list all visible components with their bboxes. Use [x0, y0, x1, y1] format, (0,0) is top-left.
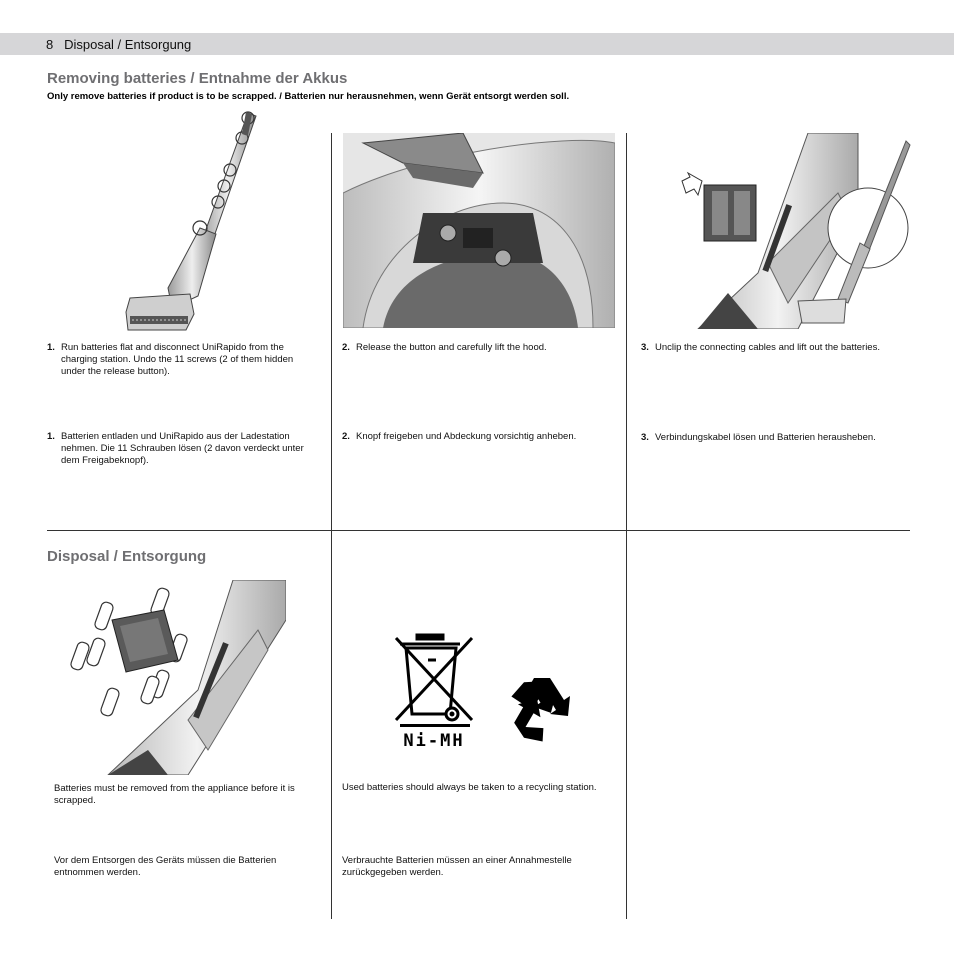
step-3-number-de: 3.: [641, 432, 649, 443]
recycle-icon: [505, 671, 570, 746]
step-2-text-de: Knopf freigeben und Abdeckung vorsichtig anheben.: [356, 431, 577, 442]
disposal-col2-en: Used batteries should always be taken to a recycling station.: [342, 782, 597, 793]
step-3-en: [641, 342, 901, 354]
step-1-text-en: Run batteries flat and disconnect UniRapido from the charging station. Undo the 11 screws (2 of them hidden under the release button).: [61, 342, 294, 377]
section-divider: [47, 530, 910, 531]
illustration-batteries-removed: [68, 580, 286, 775]
disposal-col2-de: Verbrauchte Batterien müssen an einer Annahmestelle zurückgegeben werden.: [342, 855, 572, 878]
section-title-removing-batteries: Removing batteries / Entnahme der Akkus: [47, 70, 348, 87]
step-1-text-de: Batterien entladen und UniRapido aus der Ladestation nehmen. Die 11 Schrauben lösen (2 davon verdeckt unter dem Freigabeknopf).: [61, 431, 304, 466]
step-1-number: 1.: [47, 342, 55, 353]
column-divider-1: [331, 133, 332, 919]
step-2-de: [342, 431, 602, 443]
step-1-number-de: 1.: [47, 431, 55, 442]
step-3-number: 3.: [641, 342, 649, 353]
disposal-col1-en: Batteries must be removed from the appliance before it is scrapped.: [54, 783, 295, 806]
section-title-disposal: Disposal / Entsorgung: [47, 548, 207, 565]
page-header: [46, 37, 191, 52]
crossed-bin-icon: [396, 634, 472, 727]
step-2-en: [342, 342, 614, 354]
step-3-text-en: Unclip the connecting cables and lift out the batteries.: [655, 342, 880, 353]
step-1-de: [47, 431, 317, 467]
step-2-text-en: Release the button and carefully lift the hood.: [356, 342, 547, 353]
illustration-remove-batteries: [668, 133, 912, 329]
column-divider-2: [626, 133, 627, 919]
illustration-lift-hood: [343, 133, 615, 328]
step-2-number-de: 2.: [342, 431, 350, 442]
step-1-en: [47, 342, 317, 378]
illustration-vacuum-screws: [90, 108, 270, 336]
ni-mh-label: Ni-MH: [403, 731, 465, 750]
step-3-text-de: Verbindungskabel lösen und Batterien herausheben.: [655, 432, 876, 443]
step-3-de: [641, 432, 901, 444]
disposal-col1-de: Vor dem Entsorgen des Geräts müssen die Batterien entnommen werden.: [54, 855, 277, 878]
section-subtitle-warning: Only remove batteries if product is to be scrapped. / Batterien nur herausnehmen, wenn Gerät entsorgt werden soll.: [47, 91, 570, 102]
disposal-symbols: [392, 630, 592, 750]
step-2-number: 2.: [342, 342, 350, 353]
page-number: 8: [46, 37, 54, 52]
page-header-title: Disposal / Entsorgung: [64, 37, 192, 52]
